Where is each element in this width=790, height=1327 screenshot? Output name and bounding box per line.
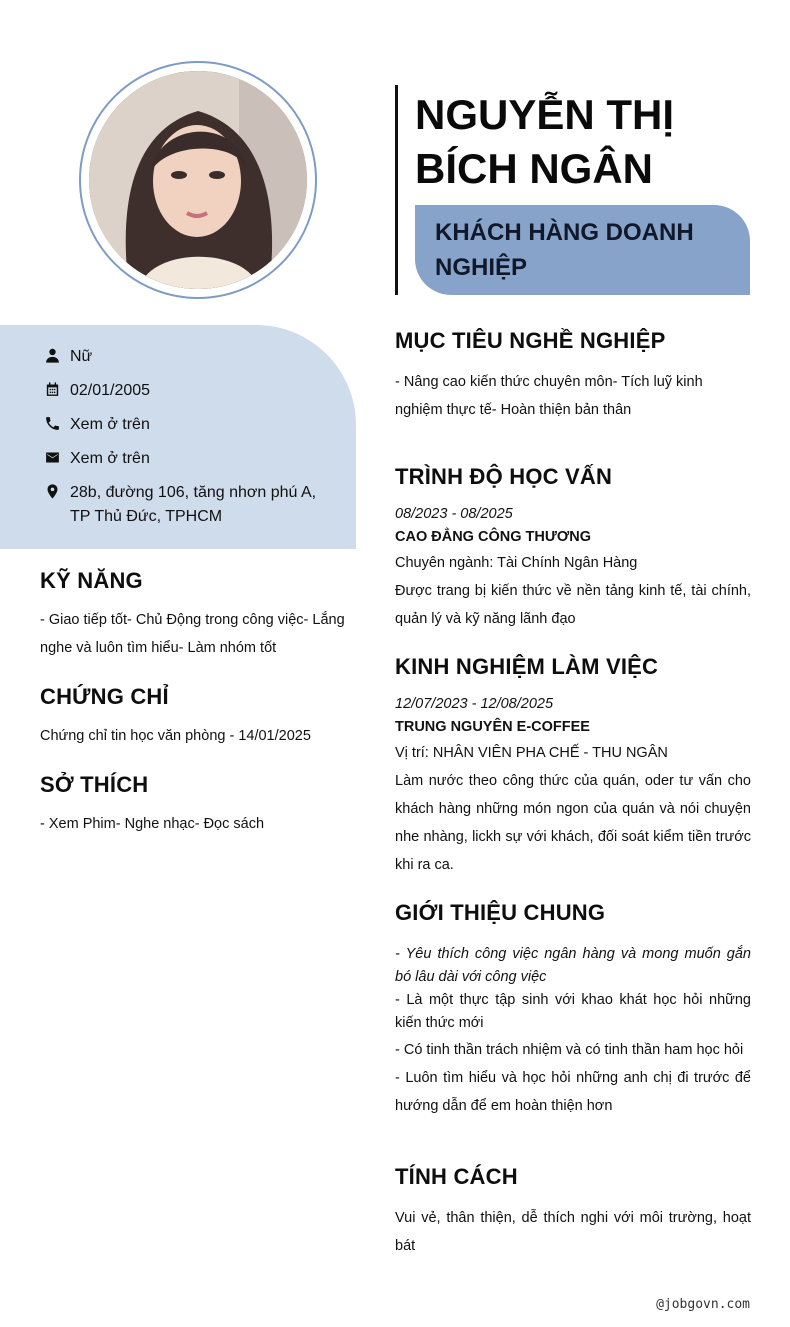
contact-email bbox=[44, 447, 150, 471]
certificates-title: CHỨNG CHỈ bbox=[40, 684, 169, 709]
personality-text: Vui vẻ, thân thiện, dễ thích nghi với môi trường, hoạt bát bbox=[395, 1210, 751, 1254]
experience-title: KINH NGHIỆM LÀM VIỆC bbox=[395, 654, 659, 679]
objective-title: MỤC TIÊU NGHỀ NGHIỆP bbox=[395, 328, 666, 353]
objective-section bbox=[395, 328, 751, 424]
avatar bbox=[89, 71, 307, 289]
position-line-2: NGHIỆP bbox=[435, 254, 528, 281]
address-text: 28b, đường 106, tăng nhơn phú A, TP Thủ Đức, TPHCM bbox=[70, 484, 317, 525]
mail-icon bbox=[44, 449, 61, 466]
skills-section bbox=[40, 568, 355, 662]
contact-phone bbox=[44, 413, 150, 437]
name-line-1: NGUYỄN THỊ bbox=[415, 91, 675, 138]
certificates-section bbox=[40, 684, 355, 750]
education-title: TRÌNH ĐỘ HỌC VẤN bbox=[395, 464, 613, 489]
location-pin-icon bbox=[44, 483, 61, 500]
watermark: @jobgovn.com bbox=[656, 1297, 750, 1312]
avatar-photo bbox=[89, 71, 307, 289]
education-school: CAO ĐẲNG CÔNG THƯƠNG bbox=[395, 529, 591, 545]
intro-section bbox=[395, 900, 751, 1120]
intro-line-2: - Là một thực tập sinh với khao khát học hỏi những kiến thức mới bbox=[395, 992, 751, 1031]
name-line-2: BÍCH NGÂN bbox=[415, 145, 653, 192]
intro-title: GIỚI THIỆU CHUNG bbox=[395, 900, 606, 925]
full-name bbox=[415, 88, 755, 196]
email-text: Xem ở trên bbox=[70, 450, 150, 467]
phone-text: Xem ở trên bbox=[70, 416, 150, 433]
objective-text: - Nâng cao kiến thức chuyên môn- Tích luỹ kinh nghiệm thực tế- Hoàn thiện bản thân bbox=[395, 374, 703, 418]
position-badge bbox=[415, 205, 750, 295]
contact-gender bbox=[44, 345, 92, 369]
experience-desc: Làm nước theo công thức của quán, oder tư vấn cho khách hàng những món ngon của quán và nói chuyện nhe nhàng, lickh sự với khách, đối soát kiểm tiền trước khi ra ca. bbox=[395, 773, 751, 873]
person-icon bbox=[44, 347, 61, 364]
hobbies-text: - Xem Phim- Nghe nhạc- Đọc sách bbox=[40, 816, 265, 832]
certificates-text: Chứng chỉ tin học văn phòng - 14/01/2025 bbox=[40, 728, 311, 744]
avatar-frame bbox=[79, 61, 317, 299]
gender-text: Nữ bbox=[70, 348, 93, 365]
education-major: Chuyên ngành: Tài Chính Ngân Hàng bbox=[395, 555, 638, 571]
name-accent-bar bbox=[395, 85, 398, 295]
contact-address bbox=[44, 481, 320, 529]
position-line-1: KHÁCH HÀNG DOANH bbox=[435, 219, 694, 246]
education-date: 08/2023 - 08/2025 bbox=[395, 506, 513, 522]
intro-line-4: - Luôn tìm hiểu và học hỏi những anh chị đi trước để hướng dẫn để em hoàn thiện hơn bbox=[395, 1070, 751, 1114]
intro-line-1: - Yêu thích công việc ngân hàng và mong muốn gắn bó lâu dài với công việc bbox=[395, 946, 751, 985]
education-section bbox=[395, 464, 751, 633]
phone-icon bbox=[44, 415, 61, 432]
calendar-icon bbox=[44, 381, 61, 398]
education-desc: Được trang bị kiến thức về nền tảng kinh tế, tài chính, quản lý và kỹ năng lãnh đạo bbox=[395, 583, 751, 627]
contact-dob bbox=[44, 379, 150, 403]
skills-text: - Giao tiếp tốt- Chủ Động trong công việc- Lắng nghe và luôn tìm hiểu- Làm nhóm tốt bbox=[40, 612, 345, 656]
skills-title: KỸ NĂNG bbox=[40, 568, 143, 593]
personality-section bbox=[395, 1164, 751, 1260]
experience-company: TRUNG NGUYÊN E-COFFEE bbox=[395, 719, 590, 735]
experience-role: Vị trí: NHÂN VIÊN PHA CHẾ - THU NGÂN bbox=[395, 745, 668, 761]
hobbies-title: SỞ THÍCH bbox=[40, 772, 149, 797]
experience-date: 12/07/2023 - 12/08/2025 bbox=[395, 696, 554, 712]
experience-section bbox=[395, 654, 751, 879]
hobbies-section bbox=[40, 772, 355, 838]
personality-title: TÍNH CÁCH bbox=[395, 1164, 518, 1189]
intro-line-3: - Có tinh thần trách nhiệm và có tinh thần ham học hỏi bbox=[395, 1042, 744, 1058]
dob-text: 02/01/2005 bbox=[70, 382, 151, 399]
